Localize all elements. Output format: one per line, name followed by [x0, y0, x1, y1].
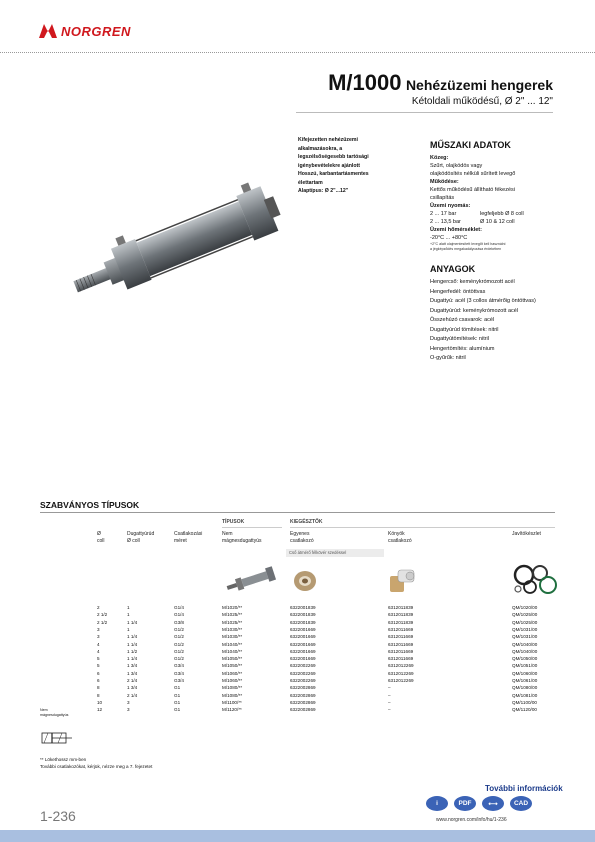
- pressure-row: [430, 210, 560, 218]
- cell-kit: QM/1040/00: [512, 648, 538, 654]
- cell-elbow: 6312011669: [388, 641, 414, 647]
- col-type-header: [222, 531, 261, 545]
- feature-line: Kifejezetten nehézüzemi: [298, 137, 358, 143]
- materials-heading: ANYAGOK: [430, 264, 476, 274]
- cell-rod: 1: [127, 612, 130, 618]
- cell-straight: 6322001669: [290, 641, 316, 647]
- cell-type: M/1100/**: [222, 699, 242, 705]
- cell-type: M/1025/**: [222, 619, 243, 625]
- feature-line: élettartam: [298, 179, 323, 186]
- cell-straight: 6322002269: [290, 670, 316, 676]
- cell-type: M/1080/**: [222, 692, 243, 698]
- cell-conn: G1/2: [174, 634, 184, 640]
- pressure-range: 2 ... 13,5 bar: [430, 219, 461, 225]
- cell-rod: 1 3/4: [127, 663, 138, 669]
- cell-kit: QM/1080/00: [512, 685, 538, 691]
- more-info-label: További információk: [485, 784, 563, 793]
- cell-rod: 1 3/4: [127, 685, 138, 691]
- side-note: [40, 708, 76, 718]
- cell-conn: G3/4: [174, 663, 184, 669]
- group-accessories-header: KIEGÉSZTŐK: [290, 519, 323, 525]
- elbow-fitting-image: [386, 566, 418, 596]
- cell-rod: 3: [127, 699, 130, 705]
- cell-straight: 6322002869: [290, 685, 316, 691]
- group-types-header: TÍPUSOK: [222, 519, 245, 525]
- cell-rod: 1 3/4: [127, 670, 138, 676]
- cell-kit: QM/1031/00: [512, 634, 538, 640]
- info-icons: [426, 796, 532, 811]
- cell-straight: 6322001839: [290, 605, 316, 610]
- norgren-logo: [38, 22, 131, 40]
- operation-value: csillapítás: [430, 195, 455, 201]
- cell-rod: 1 1/4: [127, 656, 138, 662]
- col-elbow-header: [388, 531, 412, 545]
- col-rod-line: Dugattyúrúd: [127, 531, 155, 537]
- cell-rod: 1 1/2: [127, 648, 138, 654]
- cell-bore: 3: [97, 634, 100, 640]
- cell-straight: 6322001669: [290, 656, 316, 662]
- cell-kit: QM/1031/00: [512, 626, 538, 632]
- material-item: Hengertömítés: alumínium: [430, 345, 495, 352]
- cell-type: M/1060/**: [222, 678, 243, 683]
- table-title: SZABVÁNYOS TÍPUSOK: [40, 500, 140, 510]
- col-straight-header: [290, 531, 314, 545]
- cell-bore: 6: [97, 670, 100, 676]
- cell-bore: 8: [97, 685, 100, 691]
- group-rule: [222, 527, 282, 528]
- cell-type: M/1040/**: [222, 648, 243, 654]
- cell-type: M/1060/**: [222, 670, 243, 676]
- cell-rod: 1 1/4: [127, 634, 138, 640]
- cell-rod: 1: [127, 605, 130, 610]
- cell-elbow: 6312011669: [388, 626, 414, 632]
- col-kit-header: Javítókészlet: [512, 531, 541, 537]
- cell-conn: G1/4: [174, 605, 184, 610]
- repair-kit-image: [510, 563, 560, 597]
- cell-kit: QM/1025/00: [512, 619, 538, 625]
- col-conn-line: méret: [174, 538, 187, 544]
- material-item: Hengerfedél: öntöttvas: [430, 288, 486, 295]
- temperature-note: a jégképződés megakadályozása érdekében: [430, 247, 502, 251]
- feature-line: legszélsőségesebb tartósági: [298, 154, 369, 160]
- col-type-line: mágnesdugattyús: [222, 538, 262, 544]
- side-note-line: mágnesdugattyús: [40, 713, 69, 717]
- model-number: M/1000: [328, 70, 402, 95]
- cell-elbow: –: [388, 699, 391, 705]
- col-straight-line: csatlakozó: [290, 538, 314, 544]
- footnote-stroke: ** Lökethossz mm-ben: [40, 757, 87, 762]
- material-item: Dugattyútömítések: nitril: [430, 336, 489, 342]
- straight-fitting-image: [290, 568, 320, 594]
- cell-conn: G1/2: [174, 626, 184, 632]
- cell-elbow: 6312011669: [388, 656, 414, 662]
- bore-note-text: Cső átmérő félkövér szedéssel: [289, 550, 347, 555]
- cell-type: M/1020/**: [222, 605, 243, 610]
- pressure-scope: Ø 10 & 12 coll: [480, 219, 515, 225]
- pressure-range: 2 ... 17 bar: [430, 211, 457, 217]
- medium-value: Szűrt, olajködös vagy: [430, 163, 483, 169]
- cell-rod: 1: [127, 626, 130, 632]
- cell-kit: QM/1061/00: [512, 678, 538, 683]
- cell-elbow: 6312011839: [388, 605, 414, 610]
- side-note-line: Nem: [40, 708, 48, 712]
- cell-conn: G3/4: [174, 678, 184, 683]
- cell-rod: 3: [127, 707, 130, 713]
- cell-type: M/1040/**: [222, 641, 243, 647]
- info-icon[interactable]: i: [426, 796, 448, 811]
- cell-bore: 4: [97, 648, 100, 654]
- cell-type: M/1050/**: [222, 656, 243, 662]
- cell-straight: 6322002869: [290, 707, 316, 713]
- material-item: Dugattyú: acél (3 collos átmérőig öntöttvas): [430, 298, 536, 304]
- pdf-icon[interactable]: PDF: [454, 796, 476, 811]
- cell-conn: G1: [174, 707, 181, 713]
- cell-conn: G3/8: [174, 619, 184, 625]
- col-type-line: Nem: [222, 531, 233, 537]
- cell-bore: 2 1/2: [97, 612, 108, 618]
- cell-straight: 6322001839: [290, 612, 316, 618]
- cell-elbow: –: [388, 685, 391, 691]
- cell-elbow: 6312011839: [388, 612, 414, 618]
- cell-elbow: 6312011669: [388, 648, 414, 654]
- cell-kit: QM/1081/00: [512, 692, 538, 698]
- norgren-mark-icon: [38, 23, 58, 39]
- cell-kit: QM/1051/00: [512, 663, 538, 669]
- cell-type: M/1025/**: [222, 612, 243, 618]
- feature-line: Hosszú, karbantartásmentes: [298, 171, 369, 177]
- cell-type: M/1120/**: [222, 707, 242, 713]
- group-rule: [290, 527, 555, 528]
- col-rod-line: Ø coll: [127, 538, 140, 544]
- page-title: [328, 70, 553, 96]
- cell-bore: 2: [97, 605, 100, 610]
- cell-bore: 10: [97, 699, 103, 705]
- cell-conn: G1: [174, 685, 181, 691]
- temperature-note: +2°C alatt olajmentesített levegőt kell használni: [430, 242, 506, 246]
- cell-rod: 1 1/4: [127, 619, 138, 625]
- cell-type: M/1050/**: [222, 663, 243, 669]
- cell-kit: QM/1020/00: [512, 605, 538, 610]
- cell-kit: QM/1120/00: [512, 707, 537, 713]
- pressure-scope: legfeljebb Ø 8 coll: [480, 211, 524, 217]
- material-item: O-gyűrűk: nitril: [430, 355, 466, 361]
- cell-rod: 2 1/4: [127, 678, 138, 683]
- cell-kit: QM/1040/00: [512, 641, 538, 647]
- specs-heading: MŰSZAKI ADATOK: [430, 140, 511, 150]
- material-item: Összehúzó csavarok: acél: [430, 317, 495, 323]
- bore-note-band: [286, 549, 384, 557]
- brand-name: NORGREN: [61, 23, 131, 39]
- cell-straight: 6322001669: [290, 648, 316, 654]
- cell-conn: G1: [174, 699, 181, 705]
- cell-straight: 6322001839: [290, 619, 316, 625]
- cell-straight: 6322002869: [290, 692, 316, 698]
- col-elbow-line: Könyök: [388, 531, 405, 537]
- cell-elbow: 6312012269: [388, 678, 414, 683]
- cell-elbow: –: [388, 692, 391, 698]
- cell-elbow: –: [388, 707, 391, 713]
- material-item: Dugattyúrúd: keménykrómozott acél: [430, 307, 519, 314]
- cell-elbow: 6312012269: [388, 663, 414, 669]
- cylinder-product-image: [40, 160, 300, 310]
- cell-bore: 4: [97, 641, 100, 647]
- specs-column: [430, 140, 560, 364]
- cell-conn: G1/2: [174, 641, 184, 647]
- cell-type: M/1030/**: [222, 626, 243, 632]
- cell-elbow: 6312011669: [388, 634, 414, 640]
- cell-straight: 6322002269: [290, 678, 316, 683]
- cell-conn: G1: [174, 692, 181, 698]
- cell-bore: 5: [97, 663, 100, 669]
- cell-bore: 12: [97, 707, 103, 713]
- cell-bore: 6: [97, 678, 100, 683]
- operation-label: Működése:: [430, 179, 459, 185]
- cell-rod: 1 1/4: [127, 641, 138, 647]
- dimension-icon[interactable]: ⟷: [482, 796, 504, 811]
- material-item: Hengercső: keménykrómozott acél: [430, 279, 515, 285]
- title-divider: [296, 112, 553, 113]
- cell-bore: 3: [97, 626, 100, 632]
- cell-kit: QM/1025/00: [512, 612, 538, 618]
- cell-bore: 8: [97, 692, 100, 698]
- cell-conn: G1/2: [174, 648, 184, 654]
- temperature-value: -20°C ... +80°C: [430, 235, 468, 241]
- cell-rod: 2 1/4: [127, 692, 138, 698]
- table-top-rule: [40, 512, 555, 513]
- col-straight-line: Egyenes: [290, 531, 310, 537]
- pressure-row: [430, 218, 560, 226]
- operation-value: Kettős működésű állítható fékezési: [430, 187, 515, 193]
- feature-line: alkalmazásokra, a: [298, 145, 343, 152]
- feature-list: [298, 136, 413, 196]
- feature-line: Alaptípus: Ø 2"...12": [298, 188, 349, 194]
- cell-elbow: 6312011839: [388, 619, 414, 625]
- cell-kit: QM/1050/00: [512, 656, 538, 662]
- page-subtitle: Kétoldali működésű, Ø 2" ... 12": [411, 96, 553, 107]
- cad-icon[interactable]: CAD: [510, 796, 532, 811]
- cell-bore: 2 1/2: [97, 619, 108, 625]
- product-name: Nehézüzemi hengerek: [405, 77, 553, 93]
- header-divider: [0, 52, 595, 53]
- cell-conn: G1/4: [174, 612, 184, 618]
- col-bore-line: coll: [97, 538, 105, 544]
- material-item: Dugattyúrúd tömítések: nitril: [430, 326, 499, 333]
- col-bore-line: Ø: [97, 531, 101, 537]
- cell-conn: G1/2: [174, 656, 184, 662]
- col-conn-line: Csatlakozási: [174, 531, 203, 537]
- footnote-fittings: További csatlakozókat, kérjük, nézze meg a 7. fejezetet: [40, 764, 153, 769]
- feature-line: igénybevételekre ajánlott: [298, 162, 360, 169]
- cell-kit: QM/1100/00: [512, 699, 537, 705]
- col-bore-header: [97, 531, 105, 545]
- page-number: 1-236: [40, 808, 76, 824]
- medium-value: olajködösítés nélküli sűrített levegő: [430, 171, 516, 177]
- cell-type: M/1080/**: [222, 685, 243, 691]
- cell-bore: 5: [97, 656, 100, 662]
- cylinder-thumbnail: [222, 565, 282, 595]
- cell-conn: G3/4: [174, 670, 184, 676]
- temperature-label: Üzemi hőmérséklet:: [430, 227, 482, 233]
- cylinder-symbol-icon: [40, 730, 74, 746]
- col-conn-header: [174, 531, 202, 545]
- info-url[interactable]: www.norgren.com/info/hu/1-236: [436, 817, 507, 823]
- col-rod-header: [127, 531, 154, 545]
- cell-straight: 6322002269: [290, 663, 316, 669]
- cell-type: M/1030/**: [222, 634, 243, 640]
- cell-straight: 6322001669: [290, 626, 316, 632]
- medium-label: Közeg:: [430, 155, 449, 161]
- col-elbow-line: csatlakozó: [388, 538, 412, 544]
- bottom-bar: [0, 830, 595, 842]
- cell-straight: 6322002869: [290, 699, 316, 705]
- cell-elbow: 6312012269: [388, 670, 414, 676]
- cell-kit: QM/1060/00: [512, 670, 538, 676]
- pressure-label: Üzemi nyomás:: [430, 203, 471, 209]
- cell-straight: 6322001669: [290, 634, 316, 640]
